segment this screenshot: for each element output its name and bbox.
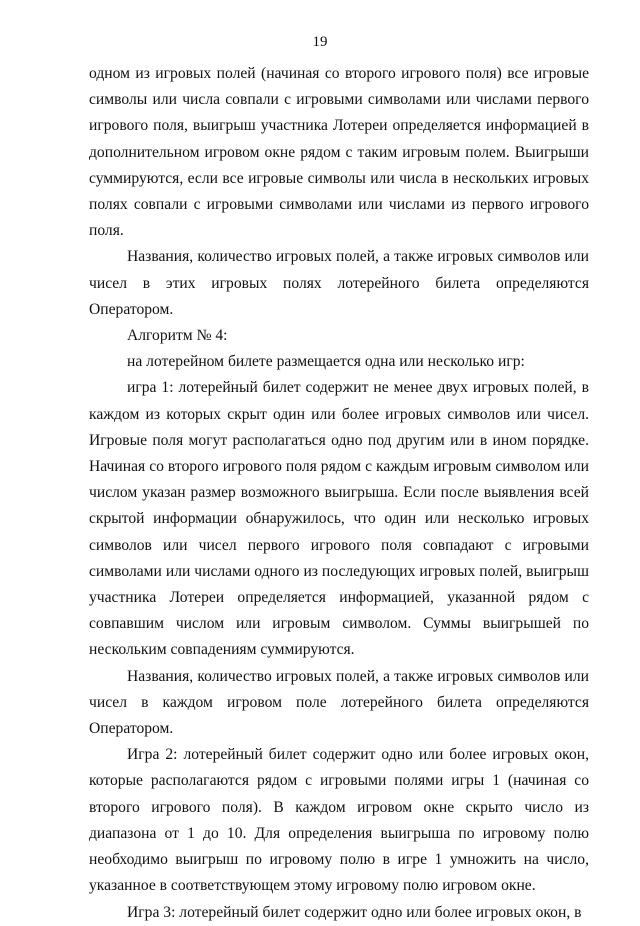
paragraph-game-1: игра 1: лотерейный билет содержит не менее двух игровых полей, в каждом из которых скрыт один или более игровых символов или чисел. Игровые поля могут располагаться одно под другим или в ином порядке. Начиная со второго игрового поля рядом с каждым игровым символом или числом указан размер возможного выигрыша. Если после выявления всей скрытой информации обнаружилось, что один или несколько игровых символов или чисел первого игрового поля совпадают с игровыми символами или числами одного из последующих игровых полей, выигрыш участника Лотереи определяется информацией, указанной рядом с совпавшим числом или игровым символом. Суммы выигрышей по нескольким совпадениям суммируются. <box>89 379 589 659</box>
page-number: 19 <box>312 34 328 50</box>
page-body <box>89 61 589 926</box>
paragraph-game-2: Игра 2: лотерейный билет содержит одно или более игровых окон, которые располагаются рядом с игровыми полями игры 1 (начиная со второго игрового поля). В каждом игровом окне скрыто число из диапазона от 1 до 10. Для определения выигрыша по игровому полю необходимо выигрыш по игровому полю в игре 1 умножить на число, указанное в соответствующем этому игровому полю игровом окне. <box>89 746 589 895</box>
paragraph-game-3: Игра 3: лотерейный билет содержит одно или более игровых окон, в <box>127 903 582 921</box>
paragraph-games-intro: на лотерейном билете размещается одна или несколько игр: <box>127 353 525 371</box>
paragraph-algorithm-4-heading: Алгоритм № 4: <box>127 327 228 345</box>
paragraph-names-fields-2: Названия, количество игровых полей, а также игровых символов или чисел в каждом игровом поле лотерейного билета определяются Оператором. <box>89 667 589 738</box>
paragraph-names-fields: Названия, количество игровых полей, а также игровых символов или чисел в этих игровых полях лотерейного билета определяются Оператором. <box>89 248 589 318</box>
paragraph-continuation: одном из игровых полей (начиная со второго игрового поля) все игровые символы или числа совпали с игровыми символами или числами первого игрового поля, выигрыш участника Лотереи определяется информацией в дополнительном игровом окне рядом с таким игровым полем. Выигрыши суммируются, если все игровые символы или числа в нескольких игровых полях совпали с игровыми символами или числами из первого игрового поля. <box>89 65 589 240</box>
